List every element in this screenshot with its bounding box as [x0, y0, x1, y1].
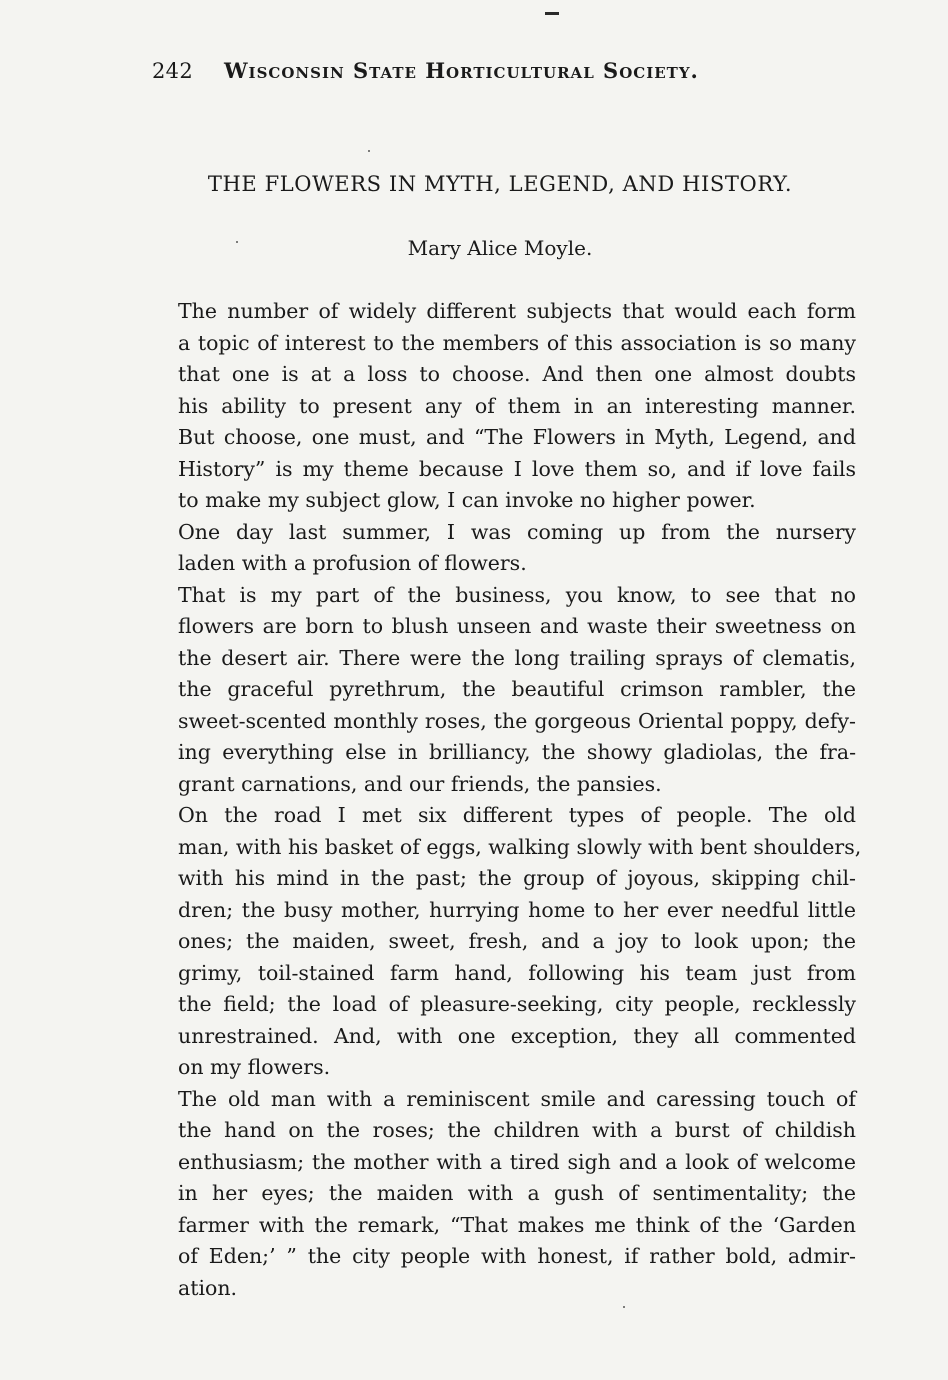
text-line: with his mind in the past; the group of joyous, skipping chil- [178, 866, 856, 890]
text-line: The number of widely different subjects that would each form [178, 299, 856, 323]
text-line: ing everything else in brilliancy, the showy gladiolas, the fra- [178, 740, 856, 764]
text-line: farmer with the remark, “That makes me think of the ‘Garden [178, 1212, 856, 1237]
text-line: flowers are born to blush unseen and waste their sweetness on [178, 614, 856, 638]
text-line: the desert air. There were the long trailing sprays of clematis, [178, 645, 856, 670]
text-line: in her eyes; the maiden with a gush of sentimentality; the [178, 1181, 856, 1205]
print-speck [623, 1306, 625, 1308]
running-title: Wisconsin State Horticultural Society. [223, 58, 699, 83]
text-line: his ability to present any of them in an interesting manner. [178, 393, 856, 418]
text-line: grant carnations, and our friends, the pansies. [178, 771, 662, 796]
text-line: the graceful pyrethrum, the beautiful crimson rambler, the [178, 677, 856, 701]
print-speck [368, 150, 370, 152]
text-line: ation. [178, 1275, 238, 1300]
text-line: That is my part of the business, you know, to see that no [178, 582, 856, 607]
text-line: on my flowers. [178, 1055, 331, 1079]
text-line: a topic of interest to the members of this association is so many [178, 330, 856, 355]
text-line: of Eden;’ ” the city people with honest, if rather bold, admir- [178, 1244, 856, 1268]
text-line: dren; the busy mother, hurrying home to her ever needful little [178, 897, 856, 922]
text-line: The old man with a reminiscent smile and caressing touch of [178, 1086, 856, 1111]
text-line: grimy, toil-stained farm hand, following his team just from [178, 960, 856, 985]
article-title: THE FLOWERS IN MYTH, LEGEND, AND HISTORY. [207, 172, 793, 196]
text-line: sweet-scented monthly roses, the gorgeous Oriental poppy, defy- [178, 708, 856, 733]
body-paragraph [154, 1084, 856, 1305]
text-line: to make my subject glow, I can invoke no higher power. [178, 488, 756, 512]
text-line: the hand on the roses; the children with a burst of childish [178, 1118, 856, 1142]
article-body [154, 296, 862, 1304]
text-line: laden with a profusion of flowers. [178, 551, 527, 575]
page-number: 242 [152, 59, 193, 83]
article-author: Mary Alice Moyle. [407, 236, 593, 260]
text-line: enthusiasm; the mother with a tired sigh and a look of welcome [178, 1149, 856, 1174]
text-line: On the road I met six different types of people. The old [178, 803, 856, 827]
body-paragraph [154, 800, 862, 1084]
text-line: ones; the maiden, sweet, fresh, and a joy to look upon; the [178, 929, 856, 953]
text-line: unrestrained. And, with one exception, they all commented [178, 1023, 856, 1048]
text-line: One day last summer, I was coming up from the nursery [178, 519, 856, 544]
body-paragraph [154, 580, 856, 801]
text-line: that one is at a loss to choose. And then one almost doubts [178, 362, 856, 386]
text-line: But choose, one must, and “The Flowers in Myth, Legend, and [178, 425, 856, 449]
text-line: History” is my theme because I love them so, and if love fails [178, 456, 856, 481]
body-paragraph [154, 296, 856, 517]
running-header [152, 58, 792, 83]
print-mark [545, 12, 559, 15]
text-line: man, with his basket of eggs, walking slowly with bent shoulders, [178, 834, 862, 859]
body-paragraph [154, 517, 856, 580]
text-line: the field; the load of pleasure-seeking, city people, recklessly [178, 992, 856, 1016]
